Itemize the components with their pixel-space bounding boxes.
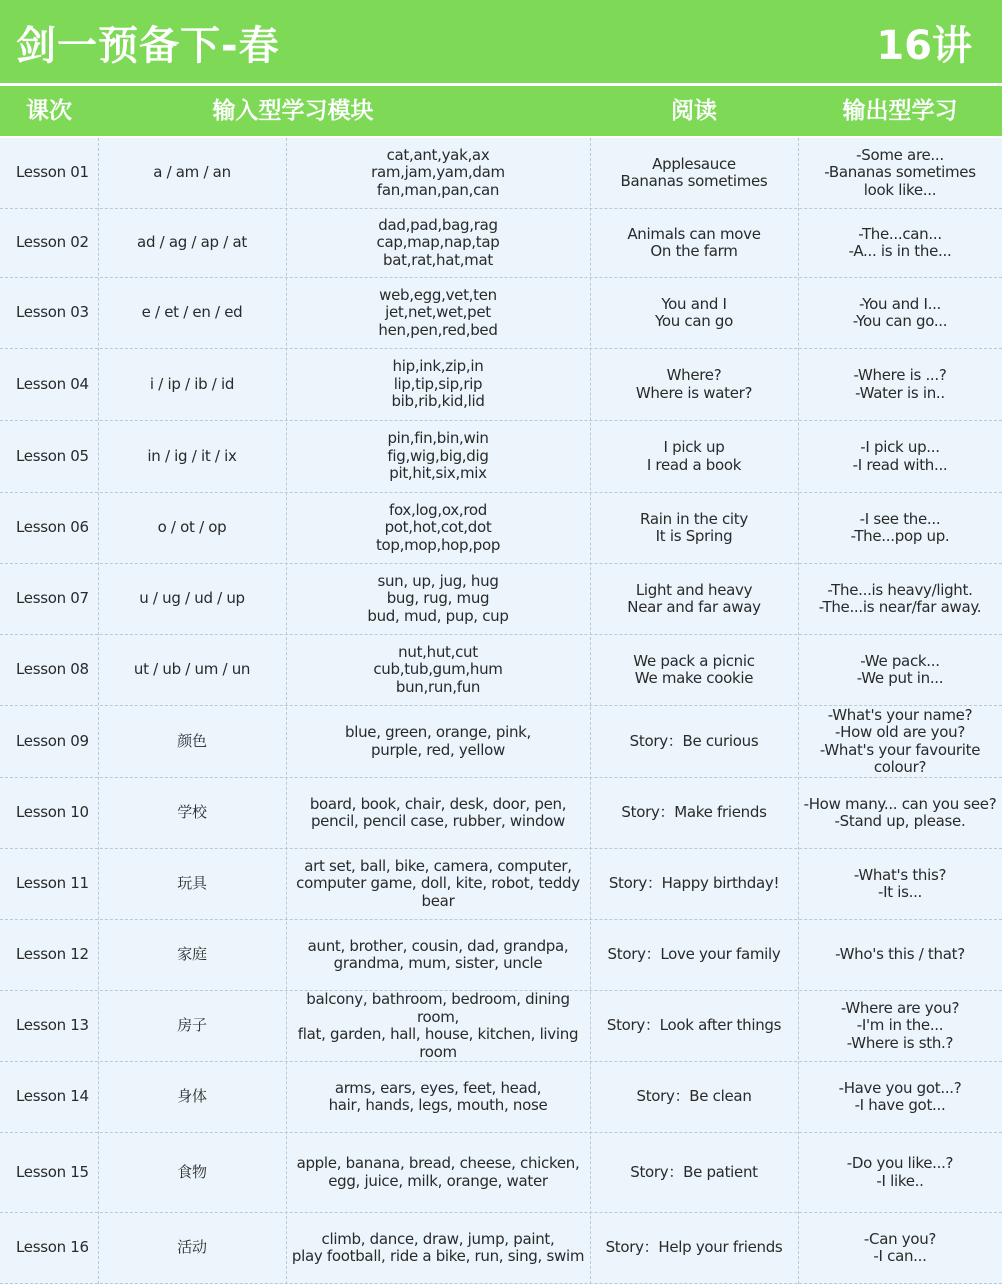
title-bar [0, 0, 1002, 86]
vocab-cell: dad,pad,bag,rag cap,map,nap,tap bat,rat,hat,mat [376, 215, 500, 269]
lesson-number: Lesson 01 [16, 163, 89, 182]
table-row [0, 920, 1002, 991]
reading-cell: I pick up I read a book [646, 438, 742, 474]
topic-cell: ad / ag / ap / at [137, 233, 247, 252]
header-input-module: 输入型学习模块 [212, 98, 374, 124]
course-title: 剑一预备下-春 [16, 23, 280, 69]
table-body [0, 138, 1002, 1284]
table-row [0, 1133, 1002, 1213]
output-cell: -Have you got...? -I have got... [838, 1078, 962, 1114]
table-row [0, 635, 1002, 706]
reading-cell: Light and heavy Near and far away [627, 580, 761, 616]
topic-cell: in / ig / it / ix [147, 446, 237, 465]
header-lesson: 课次 [26, 98, 72, 124]
lesson-number: Lesson 12 [16, 945, 89, 964]
table-row [0, 138, 1002, 209]
header-reading: 阅读 [671, 98, 717, 124]
topic-cell: 颜色 [177, 731, 207, 750]
vocab-cell: hip,ink,zip,in lip,tip,sip,rip bib,rib,kid,lid [391, 357, 485, 411]
reading-cell: Applesauce Bananas sometimes [620, 154, 768, 190]
reading-cell: Story：Be patient [630, 1162, 758, 1181]
output-cell: -Do you like...? -I like.. [846, 1154, 954, 1190]
output-cell: -You and I... -You can go... [852, 294, 948, 330]
lesson-number: Lesson 06 [16, 518, 89, 537]
reading-cell: Rain in the city It is Spring [640, 509, 748, 545]
table-row [0, 278, 1002, 349]
vocab-cell: apple, banana, bread, cheese, chicken, egg, juice, milk, orange, water [296, 1154, 580, 1190]
output-cell: -I see the... -The...pop up. [850, 509, 950, 545]
lesson-number: Lesson 13 [16, 1016, 89, 1035]
header-output: 输出型学习 [842, 98, 958, 124]
topic-cell: 活动 [177, 1238, 207, 1257]
output-cell: -What's this? -It is... [853, 865, 947, 901]
lesson-number: Lesson 09 [16, 731, 89, 750]
output-cell: -Where is ...? -Water is in.. [853, 366, 947, 402]
table-row [0, 778, 1002, 849]
output-cell: -Some are... -Bananas sometimes look like... [824, 145, 976, 199]
topic-cell: 食物 [177, 1162, 207, 1181]
lesson-number: Lesson 16 [16, 1238, 89, 1257]
vocab-cell: balcony, bathroom, bedroom, dining room, flat, garden, hall, house, kitchen, living room [297, 990, 579, 1061]
vocab-cell: pin,fin,bin,win fig,wig,big,dig pit,hit,six,mix [387, 429, 489, 483]
lesson-number: Lesson 07 [16, 589, 89, 608]
output-cell: -The...can... -A... is in the... [848, 224, 952, 260]
topic-cell: 身体 [177, 1087, 207, 1106]
reading-cell: Story：Be curious [629, 731, 759, 750]
table-row [0, 849, 1002, 920]
topic-cell: 学校 [177, 803, 207, 822]
topic-cell: i / ip / ib / id [149, 374, 235, 393]
topic-cell: o / ot / op [157, 518, 227, 537]
table-row [0, 1213, 1002, 1284]
reading-cell: Where? Where is water? [635, 366, 753, 402]
lesson-number: Lesson 11 [16, 874, 89, 893]
reading-cell: Story：Be clean [636, 1087, 752, 1106]
vocab-cell: climb, dance, draw, jump, paint, play football, ride a bike, run, sing, swim [291, 1229, 585, 1265]
vocab-cell: blue, green, orange, pink, purple, red, yellow [345, 723, 531, 759]
output-cell: -What's your name? -How old are you? -What's your favourite colour? [819, 705, 981, 776]
lesson-number: Lesson 05 [16, 446, 89, 465]
topic-cell: ut / ub / um / un [133, 660, 251, 679]
vocab-cell: arms, ears, eyes, feet, head, hair, hands, legs, mouth, nose [328, 1078, 548, 1114]
vocab-cell: web,egg,vet,ten jet,net,wet,pet hen,pen,red,bed [378, 285, 498, 339]
table-row [0, 1062, 1002, 1133]
output-cell: -The...is heavy/light. -The...is near/far away. [818, 580, 982, 616]
lesson-number: Lesson 15 [16, 1162, 89, 1181]
table-header [0, 86, 1002, 138]
reading-cell: Story：Happy birthday! [608, 874, 780, 893]
output-cell: -I pick up... -I read with... [852, 438, 948, 474]
topic-cell: 家庭 [177, 945, 207, 964]
reading-cell: Story：Help your friends [605, 1238, 783, 1257]
table-row [0, 706, 1002, 778]
vocab-cell: board, book, chair, desk, door, pen, pencil, pencil case, rubber, window [309, 794, 567, 830]
lesson-number: Lesson 14 [16, 1087, 89, 1106]
lesson-number: Lesson 04 [16, 374, 89, 393]
vocab-cell: art set, ball, bike, camera, computer, computer game, doll, kite, robot, teddy bear [296, 856, 580, 910]
output-cell: -Can you? -I can... [863, 1229, 937, 1265]
vocab-cell: sun, up, jug, hug bug, rug, mug bud, mud, pup, cup [367, 571, 509, 625]
reading-cell: We pack a picnic We make cookie [633, 651, 755, 687]
topic-cell: 房子 [177, 1016, 207, 1035]
vocab-cell: cat,ant,yak,ax ram,jam,yam,dam fan,man,pan,can [371, 145, 505, 199]
reading-cell: Story：Love your family [607, 945, 781, 964]
reading-cell: You and I You can go [654, 294, 734, 330]
table-row [0, 564, 1002, 635]
topic-cell: u / ug / ud / up [139, 589, 245, 608]
output-cell: -Who's this / that? [835, 945, 965, 964]
reading-cell: Story：Look after things [606, 1016, 782, 1035]
table-row [0, 493, 1002, 564]
topic-cell: a / am / an [153, 163, 231, 182]
table-row [0, 209, 1002, 278]
output-cell: -Where are you? -I'm in the... -Where is sth.? [840, 998, 960, 1052]
vocab-cell: fox,log,ox,rod pot,hot,cot,dot top,mop,hop,pop [375, 500, 501, 554]
output-cell: -We pack... -We put in... [856, 651, 944, 687]
lesson-number: Lesson 03 [16, 303, 89, 322]
vocab-cell: nut,hut,cut cub,tub,gum,hum bun,run,fun [373, 642, 503, 696]
table-row [0, 349, 1002, 421]
vocab-cell: aunt, brother, cousin, dad, grandpa, grandma, mum, sister, uncle [307, 936, 569, 972]
output-cell: -How many... can you see? -Stand up, please. [803, 794, 997, 830]
lesson-number: Lesson 08 [16, 660, 89, 679]
reading-cell: Story：Make friends [621, 803, 767, 822]
lesson-number: Lesson 02 [16, 233, 89, 252]
topic-cell: 玩具 [177, 874, 207, 893]
table-row [0, 421, 1002, 493]
topic-cell: e / et / en / ed [141, 303, 243, 322]
table-row [0, 991, 1002, 1062]
lecture-count: 16讲 [876, 23, 972, 69]
lesson-number: Lesson 10 [16, 803, 89, 822]
reading-cell: Animals can move On the farm [627, 224, 761, 260]
